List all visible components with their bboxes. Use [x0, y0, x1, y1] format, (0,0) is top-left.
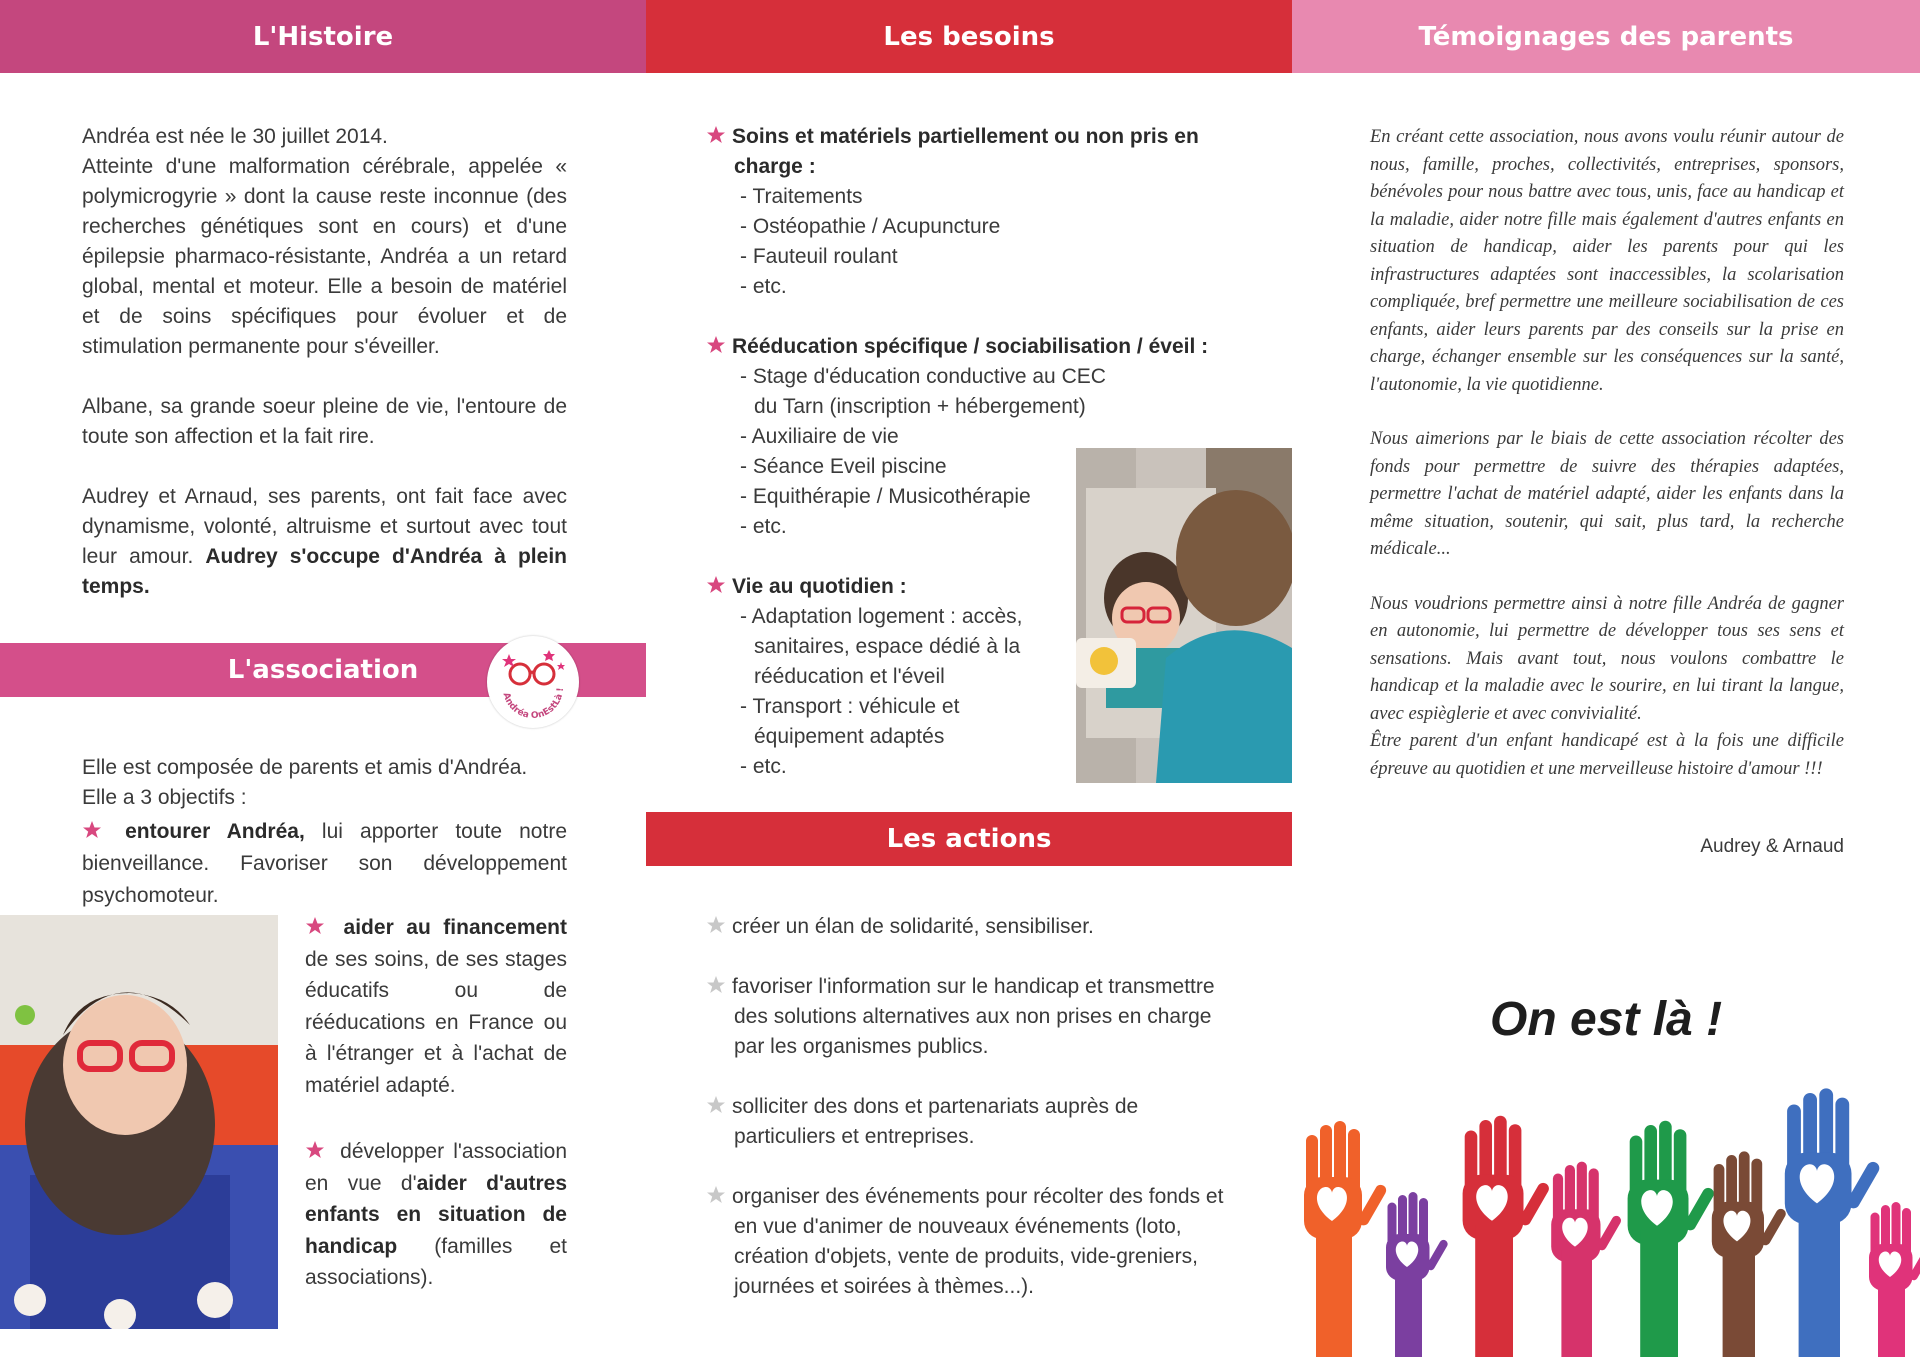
header-association-label: L'association	[227, 655, 419, 685]
list-item: - Fauteuil roulant	[740, 245, 898, 268]
histoire-p2: Atteinte d'une malformation cérébrale, appelée « polymicrogyrie » dont la cause reste inconnue (des recherches génétiques sont en cours) et d'une épilepsie pharmaco-résistante, Andréa a un retard global, mental et moteur. Elle a besoin de matériel et de soins spécifiques pour évoluer et de stimulation permanente pour s'éveiller.	[82, 155, 567, 358]
objective-1: entourer Andréa, lui apporter toute notre bienveillance. Favoriser son développement psychomoteur.	[82, 820, 567, 907]
temoignages-p3: Nous voudrions permettre ainsi à notre fille Andréa de gagner en autonomie, lui permettre de développer tous ses sens et sensations. Mais avant tout, nous voulons combattre le handicap et la maladie avec le sourire, en lui tirant la langue, avec espièglerie et avec convivialité.	[1370, 593, 1844, 724]
list-item: - Traitements	[740, 185, 863, 208]
slogan: On est là !	[1490, 993, 1723, 1046]
star-icon	[706, 125, 726, 145]
temoignages-p2: Nous aimerions par le biais de cette association récolter des fonds pour permettre de suivre des thérapies adaptées, permettre l'achat de matériel adapté, aider les enfants dans la même situation, soutenir, qui sait, plus tard, la recherche médicale...	[1370, 429, 1844, 559]
list-item: - Ostéopathie / Acupuncture	[740, 215, 1001, 238]
star-icon	[305, 916, 325, 936]
besoins-section-soins	[706, 122, 1226, 302]
temoignages-p1: En créant cette association, nous avons voulu réunir autour de nous, famille, proches, collectivités, entreprises, sponsors, bénévoles pour nous battre avec tous, unis, face au handicap et la maladie, aider notre fille mais également d'autres enfants en situation de handicap, aider les parents pour qui les infrastructures adaptées sont inaccessibles, la scolarisation compliquée, bref permettre une meilleure sociabilisation de ces enfants, aider leurs parents par des conseils sur la prise en charge, échanger ensemble sur les conséquences sur la santé, l'autonomie, la vie quotidienne.	[1370, 127, 1844, 395]
histoire-p1: Andréa est née le 30 juillet 2014.	[82, 125, 388, 148]
logo-text: Andréa OnEstLà !	[500, 687, 567, 722]
association-intro	[82, 753, 567, 813]
besoins-s1-title: Soins et matériels partiellement ou non pris en charge :	[732, 125, 1199, 178]
star-icon	[706, 975, 726, 995]
temoignages-text	[1370, 124, 1844, 810]
list-item: - Adaptation logement : accès, sanitaires, espace dédié à la rééducation et l'éveil	[740, 605, 1023, 688]
star-icon	[706, 915, 726, 935]
star-icon	[706, 1095, 726, 1115]
objective-3: développer l'association en vue d'aider d'autres enfants en situation de handicap (familles et associations).	[305, 1140, 567, 1289]
list-item: - Auxiliaire de vie	[740, 425, 899, 448]
hand-icon	[1304, 1121, 1388, 1357]
besoins-s3-title: Vie au quotidien :	[732, 575, 907, 598]
list-item: solliciter des dons et partenariats auprès de particuliers et entreprises.	[706, 1092, 1226, 1152]
photo-andrea-mirror	[1076, 448, 1292, 783]
header-actions-label: Les actions	[886, 824, 1052, 854]
list-item: - etc.	[740, 755, 787, 778]
header-temoignages-label: Témoignages des parents	[1418, 21, 1794, 52]
hand-icon	[1628, 1121, 1716, 1357]
header-besoins	[646, 0, 1292, 73]
besoins-s2-title: Rééducation spécifique / sociabilisation / éveil :	[732, 335, 1209, 358]
association-intro1: Elle est composée de parents et amis d'Andréa.	[82, 756, 528, 779]
histoire-text	[82, 122, 567, 602]
glasses-logo-icon	[487, 636, 579, 728]
hand-icon	[1463, 1116, 1551, 1357]
hand-icon	[1712, 1151, 1788, 1357]
star-icon	[706, 1185, 726, 1205]
signature: Audrey & Arnaud	[1700, 836, 1844, 857]
header-histoire-label: L'Histoire	[252, 21, 394, 52]
histoire-p3: Albane, sa grande soeur pleine de vie, l'entoure de toute son affection et la fait rire.	[82, 395, 567, 448]
photo-andrea-playmat	[0, 915, 278, 1329]
header-actions	[646, 812, 1292, 866]
hand-icon	[1785, 1088, 1882, 1357]
header-besoins-label: Les besoins	[883, 21, 1055, 52]
hand-icon	[1551, 1162, 1623, 1357]
header-temoignages	[1292, 0, 1920, 73]
actions-list	[706, 912, 1226, 1332]
association-logo	[487, 636, 579, 728]
raised-hands-illustration	[1292, 1085, 1920, 1357]
list-item: - Séance Eveil piscine	[740, 455, 947, 478]
hand-icon	[1386, 1192, 1449, 1357]
hand-icon	[1869, 1202, 1920, 1357]
list-item: - etc.	[740, 275, 787, 298]
association-intro2: Elle a 3 objectifs :	[82, 786, 247, 809]
star-icon	[82, 820, 102, 840]
list-item: - Equithérapie / Musicothérapie	[740, 485, 1031, 508]
list-item: organiser des événements pour récolter des fonds et en vue d'animer de nouveaux événements (loto, création d'objets, vente de produits, vide-greniers, journées et soirées à thèmes...).	[706, 1182, 1226, 1302]
temoignages-p4: Être parent d'un enfant handicapé est à la fois une difficile épreuve au quotidien et une merveilleuse histoire d'amour !!!	[1370, 731, 1844, 779]
header-histoire	[0, 0, 646, 73]
star-icon	[706, 335, 726, 355]
star-icon	[305, 1140, 325, 1160]
svg-text:Andréa OnEstLà !	[500, 687, 566, 721]
list-item: - Transport : véhicule et équipement adaptés	[740, 695, 960, 748]
star-icon	[706, 575, 726, 595]
histoire-p4: Audrey et Arnaud, ses parents, ont fait face avec dynamisme, volonté, altruisme et surtout avec tout leur amour. Audrey s'occupe d'Andréa à plein temps.	[82, 485, 567, 598]
list-item: favoriser l'information sur le handicap et transmettre des solutions alternatives aux non prises en charge par les organismes publics.	[706, 972, 1226, 1062]
objective-2: aider au financement de ses soins, de ses stages éducatifs ou de rééducations en France ou à l'étranger et à l'achat de matériel adapté.	[305, 916, 568, 1097]
list-item: - etc.	[740, 515, 787, 538]
list-item: - Stage d'éducation conductive au CEC du Tarn (inscription + hébergement)	[740, 365, 1106, 418]
list-item: créer un élan de solidarité, sensibiliser.	[706, 912, 1226, 942]
